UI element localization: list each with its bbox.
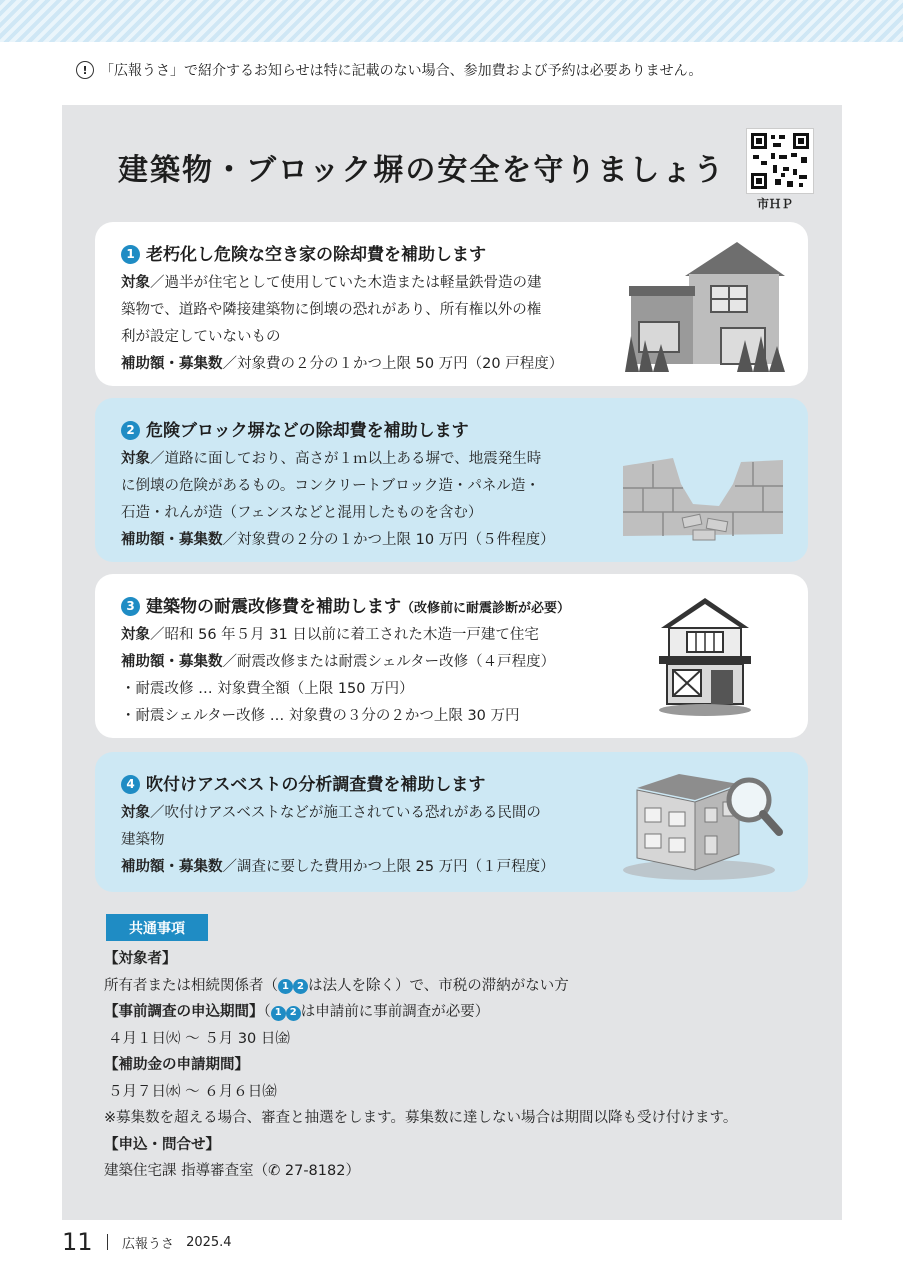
card-line: 補助額・募集数／対象費の２分の１かつ上限 50 万円（20 戸程度） <box>121 356 564 372</box>
application-heading: 【補助金の申請期間】 <box>104 1057 249 1073</box>
card-line: 建築物 <box>121 832 165 848</box>
card-line: 補助額・募集数／耐震改修または耐震シェルター改修（４戸程度） <box>121 654 556 670</box>
card-body <box>121 622 555 730</box>
circle-number-icon: 2 <box>286 1006 301 1021</box>
notice-text: 「広報うさ」で紹介するお知らせは特に記載のない場合、参加費および予約は必要ありません。 <box>100 63 703 79</box>
card-heading: 1 老朽化し危険な空き家の除却費を補助します <box>121 240 486 265</box>
application-period: ５月７日㈬ ～ ６月６日㈮ <box>108 1083 277 1100</box>
card-block-wall <box>95 398 808 562</box>
card-heading: 2 危険ブロック塀などの除却費を補助します <box>121 416 469 441</box>
target-text: 所有者または相続関係者（ 1 2 は法人を除く）で、市税の滞納がない方 <box>104 977 569 994</box>
number-badge-icon: 4 <box>121 775 140 794</box>
divider <box>107 1234 109 1250</box>
pre-survey-heading: 【事前調査の申込期間】（ 1 2 は申請前に事前調査が必要） <box>104 1004 490 1020</box>
card-body <box>121 446 555 554</box>
pre-survey-period: ４月１日㈫ ～ ５月 30 日㈮ <box>108 1030 290 1047</box>
card-line: 対象／昭和 56 年５月 31 日以前に着工された木造一戸建て住宅 <box>121 627 539 643</box>
card-line: 補助額・募集数／対象費の２分の１かつ上限 10 万円（５件程度） <box>121 532 555 548</box>
building-magnifier-illustration-icon <box>619 766 789 882</box>
card-asbestos <box>95 752 808 892</box>
card-line: ・耐震改修 … 対象費全額（上限 150 万円） <box>121 681 414 697</box>
card-line: 対象／過半が住宅として使用していた木造または軽量鉄骨造の建 <box>121 275 542 291</box>
page-footer <box>62 1228 232 1256</box>
card-line: 対象／吹付けアスベストなどが施工されている恐れがある民間の <box>121 805 541 821</box>
card-vacant-house <box>95 222 808 386</box>
circle-number-icon: 1 <box>271 1006 286 1021</box>
number-badge-icon: 3 <box>121 597 140 616</box>
issue-date: 2025.4 <box>186 1234 232 1250</box>
vacant-house-illustration-icon <box>625 236 785 372</box>
card-seismic-retrofit <box>95 574 808 738</box>
card-line: 対象／道路に面しており、高さが１ｍ以上ある塀で、地震発生時 <box>121 451 542 467</box>
number-badge-icon: 2 <box>121 421 140 440</box>
common-items-label: 共通事項 <box>106 914 208 941</box>
number-badge-icon: 1 <box>121 245 140 264</box>
contact-heading: 【申込・問合せ】 <box>104 1136 220 1153</box>
circle-number-icon: 1 <box>278 979 293 994</box>
phone-number[interactable]: 27-8182 <box>284 1163 346 1179</box>
notice-bar <box>76 60 876 80</box>
page-number: 11 <box>62 1228 93 1256</box>
page-title: 建築物・ブロック塀の安全を守りましょう <box>118 153 726 188</box>
qr-label: 市ＨＰ <box>757 197 794 211</box>
circle-number-icon: 2 <box>293 979 308 994</box>
card-line: ・耐震シェルター改修 … 対象費の３分の２かつ上限 30 万円 <box>121 708 520 724</box>
card-line: 利が設定していないもの <box>121 329 281 345</box>
card-line: 石造・れんが造（フェンスなどと混用したものを含む） <box>121 505 483 521</box>
contact-text: 建築住宅課 指導審査室（✆ 27-8182） <box>104 1163 360 1179</box>
card-line: に倒壊の危険があるもの。コンクリートブロック造・パネル造・ <box>121 478 540 494</box>
retrofit-house-illustration-icon <box>655 594 755 718</box>
magazine-name: 広報うさ <box>122 1236 175 1252</box>
common-items <box>104 946 737 1185</box>
header-stripe <box>0 0 903 42</box>
qr-code[interactable] <box>746 128 814 194</box>
card-line: 補助額・募集数／調査に要した費用かつ上限 25 万円（１戸程度） <box>121 859 555 875</box>
card-body <box>121 270 563 378</box>
card-line: 築物で、道路や隣接建築物に倒壊の恐れがあり、所有権以外の権 <box>121 302 542 318</box>
card-heading: 4 吹付けアスベストの分析調査費を補助します <box>121 770 485 795</box>
exclamation-icon: ! <box>76 61 94 79</box>
phone-icon: ✆ <box>268 1163 281 1179</box>
target-heading: 【対象者】 <box>104 951 177 967</box>
remark-text: ※募集数を超える場合、審査と抽選をします。募集数に達しない場合は期間以降も受け付けます。 <box>104 1110 738 1126</box>
card-heading: 3 建築物の耐震改修費を補助します（改修前に耐震診断が必要） <box>121 592 570 617</box>
broken-wall-illustration-icon <box>623 454 783 546</box>
card-body <box>121 800 555 881</box>
